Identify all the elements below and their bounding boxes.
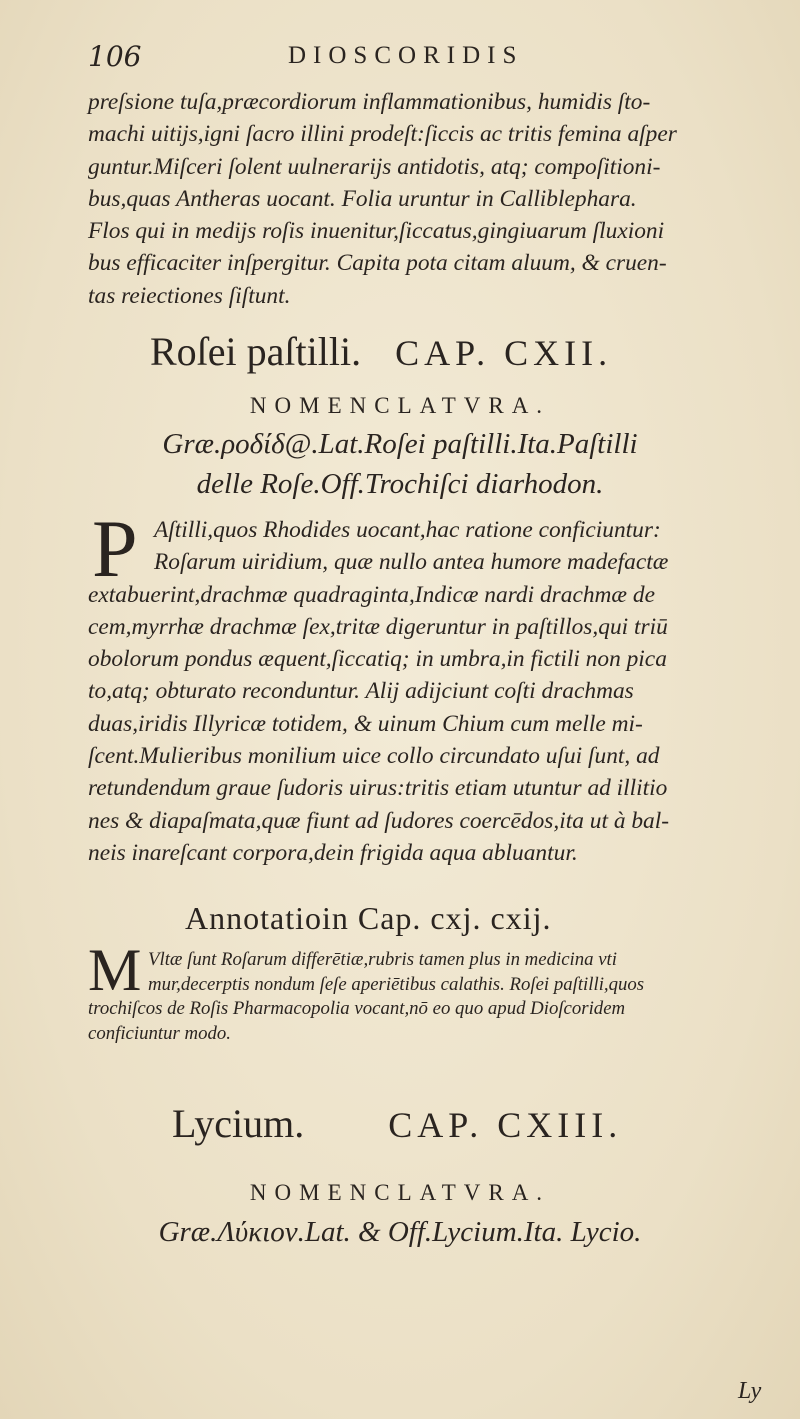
chapter-title: Lycium.	[172, 1101, 305, 1146]
drop-capital: M	[88, 937, 142, 1003]
text-line: Flos qui in medijs roſis inuenitur,ſiccatus,gingiuarum ſluxioni	[88, 218, 665, 245]
nomenclatura-heading: NOMENCLATVRA.	[249, 393, 551, 418]
names-line: delle Roſe.Off.Trochiſci diarhodon.	[196, 468, 604, 500]
text-line: bus,quas Antheras uocant. Folia uruntur in Calliblephara.	[88, 185, 637, 212]
text-line: bus efficaciter inſpergitur. Capita pota citam aluum, & cruen-	[88, 250, 667, 277]
chapter-number: CAP. CXII.	[395, 333, 613, 373]
catchword: Ly	[738, 1378, 762, 1404]
text-line: ſcent.Mulieribus monilium uice collo circundato uſui ſunt, ad	[88, 743, 660, 770]
text-line: Roſarum uiridium, quæ nullo antea humore madefactæ	[154, 549, 669, 576]
previous-chapter-text	[88, 86, 774, 312]
text-line: Aſtilli,quos Rhodides uocant,hac ratione conficiuntur:	[154, 517, 661, 543]
text-line: tas reiectiones ſiſtunt.	[88, 282, 291, 309]
text-line: retundendum graue ſudoris uirus:tritis etiam utuntur ad illitio	[88, 775, 668, 802]
nomenclatura-heading: NOMENCLATVRA.	[249, 1180, 551, 1205]
text-line: Vltæ ſunt Roſarum differētiæ,rubris tamen plus in medicina vti	[148, 949, 617, 970]
chapter-title: Roſei paſtilli.	[150, 329, 362, 374]
chapter-number: CAP. CXIII.	[388, 1105, 623, 1145]
text-line: mur,decerptis nondum ſeſe aperiētibus calathis. Roſei paſtilli,quos	[148, 973, 645, 995]
names-line: Græ.Λύκιον.Lat. & Off.Lycium.Ita. Lycio.	[158, 1216, 642, 1248]
annotation-text	[88, 948, 774, 1046]
text-line: guntur.Miſceri ſolent uulnerarijs antidotis, atq; compoſitioni-	[88, 153, 661, 180]
text-line: obolorum pondus æquent,ſiccatiq; in umbra,in fictili non pica	[88, 646, 667, 673]
text-line: machi uitijs,igni ſacro illini prodeſt:ſiccis ac tritis femina aſper	[88, 121, 677, 148]
text-line: nes & diapaſmata,quæ fiunt ad ſudores coercēdos,ita ut à bal-	[88, 807, 670, 834]
text-line: conficiuntur modo.	[88, 1022, 231, 1044]
page-number: 106	[88, 40, 142, 73]
chapter-112-heading	[150, 328, 750, 375]
drop-capital: P	[92, 503, 138, 594]
text-line: duas,iridis Illyricæ totidem, & uinum Chium cum melle mi-	[88, 710, 643, 737]
annotation-heading: Annotatioin Cap. cxj. cxij.	[185, 900, 552, 936]
names-line: Græ.ροδίδ@.Lat.Roſei paſtilli.Ita.Paſtilli	[162, 428, 638, 460]
text-line: extabuerint,drachmæ quadraginta,Indicæ nardi drachmæ de	[88, 581, 655, 608]
text-line: to,atq; obturato reconduntur. Alij adijciunt coſti drachmas	[88, 678, 634, 705]
chapter-113-heading	[172, 1100, 772, 1147]
text-line: preſsione tuſa,præcordiorum inflammationibus, humidis ſto-	[88, 89, 651, 115]
page-header	[88, 40, 768, 80]
text-line: neis inareſcant corpora,dein frigida aqua abluantur.	[88, 839, 578, 866]
running-title: DIOSCORIDIS	[288, 42, 524, 69]
text-line: cem,myrrhæ drachmæ ſex,tritæ digeruntur in paſtillos,qui triū	[88, 613, 668, 640]
text-line: trochiſcos de Roſis Pharmacopolia vocant,nō eo quo apud Dioſcoridem	[88, 998, 626, 1019]
chapter-112-text	[88, 514, 774, 869]
